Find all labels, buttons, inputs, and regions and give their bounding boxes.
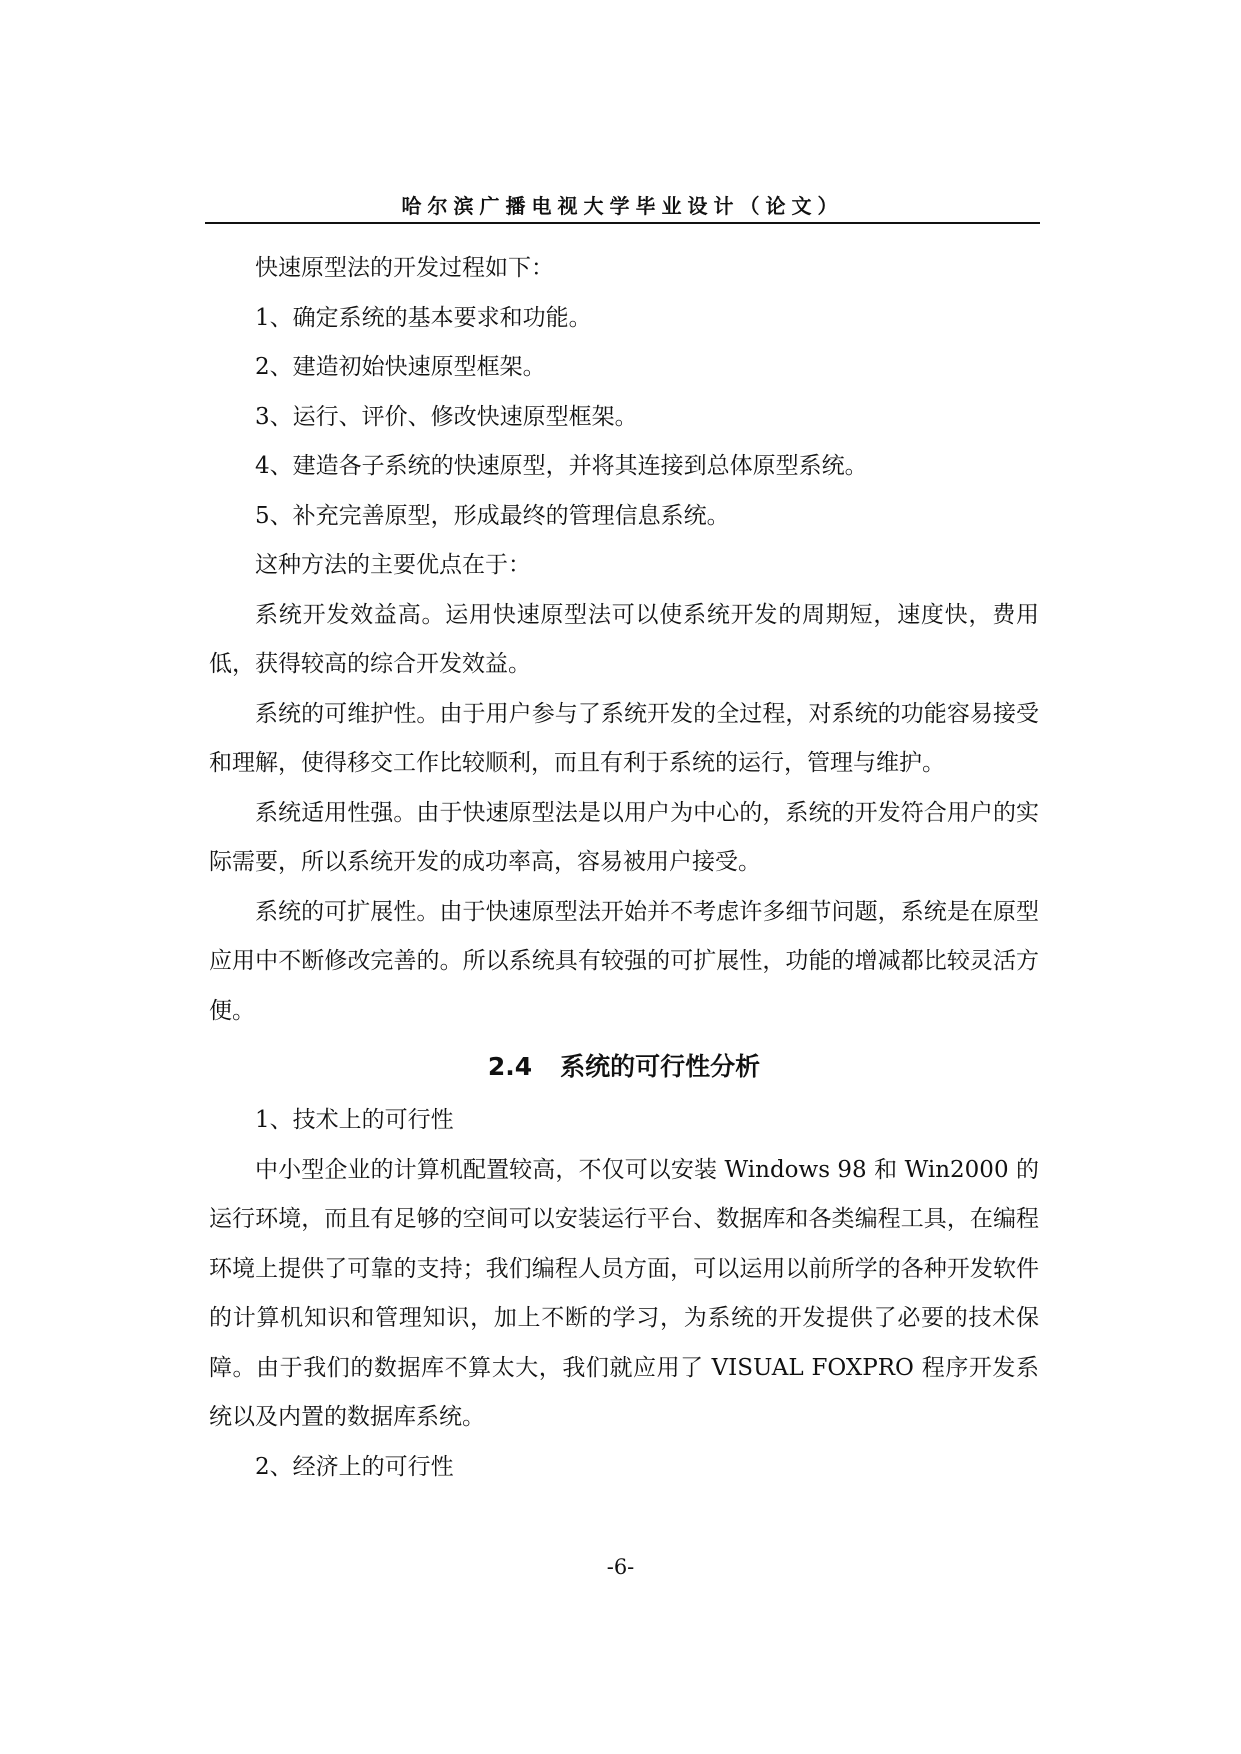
- list-item: 3、运行、评价、修改快速原型框架。: [255, 403, 638, 430]
- paragraph: 快速原型法的开发过程如下：: [255, 255, 554, 281]
- paragraph: 系统的可维护性。由于用户参与了系统开发的全过程，对系统的功能容易接受和理解，使得移交工作比较顺利，而且有利于系统的运行，管理与维护。: [209, 700, 1039, 776]
- page-header-title: 哈尔滨广播电视大学毕业设计（论文）: [401, 194, 844, 218]
- paragraph: 系统适用性强。由于快速原型法是以用户为中心的，系统的开发符合用户的实际需要，所以系统开发的成功率高，容易被用户接受。: [209, 799, 1039, 875]
- paragraph: 系统的可扩展性。由于快速原型法开始并不考虑许多细节问题，系统是在原型应用中不断修改完善的。所以系统具有较强的可扩展性，功能的增减都比较灵活方便。: [209, 898, 1039, 1024]
- page-number: -6-: [606, 1555, 635, 1579]
- list-item: 5、补充完善原型，形成最终的管理信息系统。: [255, 502, 730, 529]
- list-item: 2、建造初始快速原型框架。: [255, 354, 546, 380]
- section-heading: [209, 1036, 1039, 1096]
- subsection-label: 1、技术上的可行性: [255, 1107, 454, 1133]
- paragraph: 中小型企业的计算机配置较高，不仅可以安装 Windows 98 和 Win2000 的运行环境，而且有足够的空间可以安装运行平台、数据库和各类编程工具，在编程环境上提供了可靠的支持；我们编程人员方面，可以运用以前所学的各种开发软件的计算机知识和管理知识，加上不断的学习，为系统的开发提供了必要的技术保障。由于我们的数据库不算太大，我们就应用了 VISUAL FOXPRO 程序开发系统以及内置的数据库系统。: [209, 1156, 1039, 1430]
- list-item: 1、确定系统的基本要求和功能。: [255, 304, 592, 331]
- paragraph: 系统开发效益高。运用快速原型法可以使系统开发的周期短，速度快，费用低，获得较高的综合开发效益。: [209, 601, 1039, 677]
- section-title: 系统的可行性分析: [560, 1052, 761, 1081]
- body-text: [209, 244, 1039, 1492]
- list-item: 4、建造各子系统的快速原型，并将其连接到总体原型系统。: [255, 453, 868, 479]
- section-number: 2.4: [487, 1052, 533, 1081]
- paragraph: 这种方法的主要优点在于：: [255, 552, 531, 578]
- subsection-label: 2、经济上的可行性: [255, 1453, 454, 1480]
- header-divider: [205, 222, 1040, 224]
